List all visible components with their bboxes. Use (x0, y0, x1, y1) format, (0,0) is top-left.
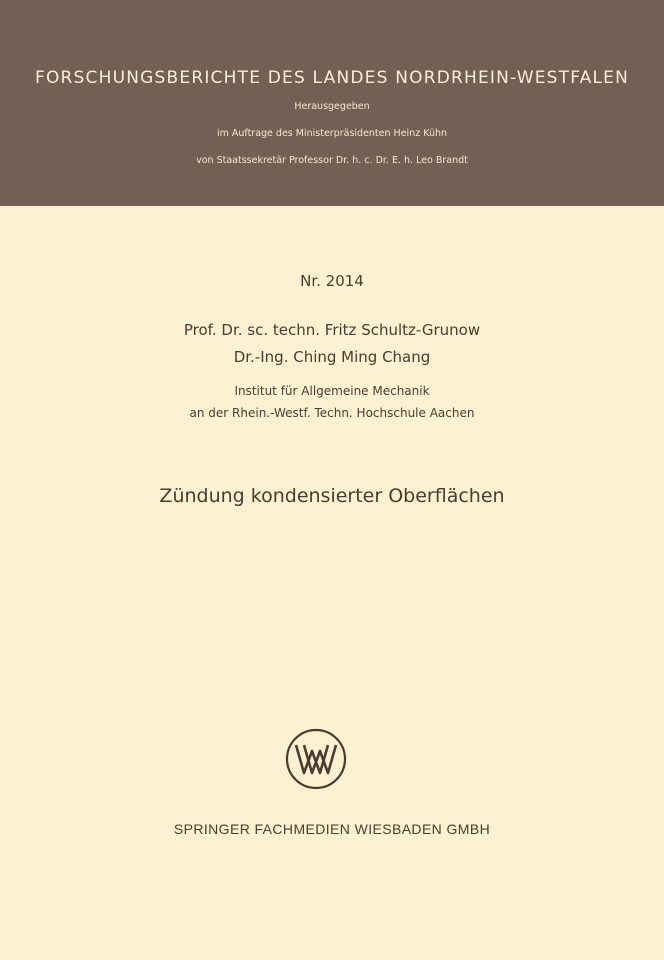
author-2: Dr.-Ing. Ching Ming Chang (233, 348, 431, 366)
series-editor-line-2: im Auftrage des Ministerpräsidenten Heinz Kühn (216, 128, 448, 139)
institute-line-1: Institut für Allgemeine Mechanik (234, 384, 430, 398)
series-header-band (0, 0, 664, 206)
report-number: Nr. 2014 (300, 272, 364, 290)
publisher-name: SPRINGER FACHMEDIEN WIESBADEN GMBH (173, 821, 491, 837)
series-editor-line-1: Herausgegeben (294, 101, 370, 112)
author-1: Prof. Dr. sc. techn. Fritz Schultz-Grunow (183, 321, 481, 339)
book-title: Zündung kondensierter Oberflächen (159, 485, 505, 507)
springer-logo-icon (284, 727, 348, 791)
institute-line-2: an der Rhein.-Westf. Techn. Hochschule Aachen (189, 406, 475, 420)
series-title: FORSCHUNGSBERICHTE DES LANDES NORDRHEIN-WESTFALEN (34, 68, 630, 88)
series-editor-line-3: von Staatssekretär Professor Dr. h. c. Dr. E. h. Leo Brandt (196, 155, 468, 166)
